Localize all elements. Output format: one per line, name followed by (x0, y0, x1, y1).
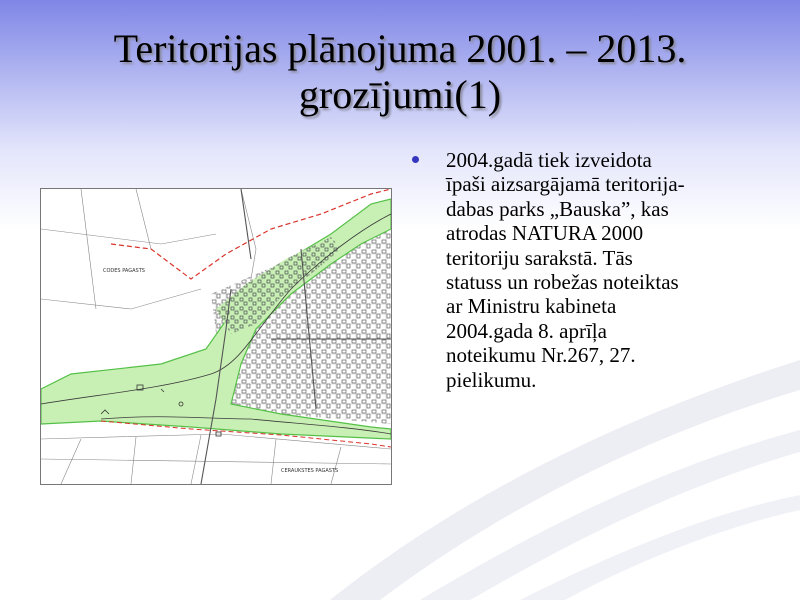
map-label-codes: CODES PAGASTS (103, 268, 145, 274)
bullet-icon (412, 156, 419, 163)
map-label-ceraukstes: CERAUKSTES PAGASTS (281, 468, 339, 474)
body-bullet (412, 148, 762, 392)
body-paragraph: 2004.gadā tiek izveidota īpaši aizsargājamā teritorija- dabas parks „Bauska”, kas atrodas NATURA 2000 teritoriju sarakstā. Tās statuss un robežas noteiktas ar Ministru kabineta 2004.gada 8. aprīļa noteikumu Nr.267, 27. pielikumu. (446, 148, 685, 392)
title-line-1: Teritorijas plānojuma 2001. – 2013. (113, 26, 687, 71)
territory-map (40, 188, 392, 485)
slide-title (40, 26, 760, 118)
title-line-2: grozījumi(1) (298, 72, 502, 117)
